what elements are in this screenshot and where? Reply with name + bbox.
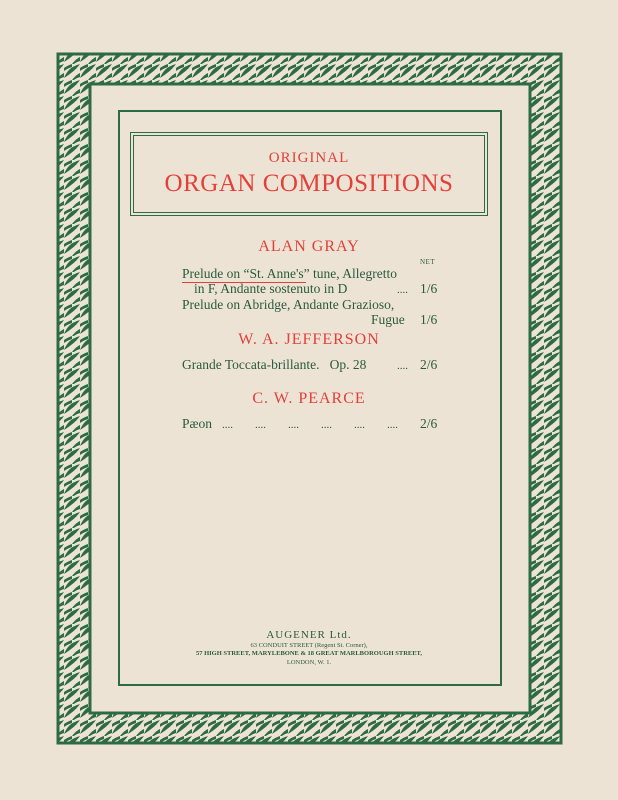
price: 1/6 (420, 312, 438, 327)
publisher-name: AUGENER Ltd. (266, 629, 352, 641)
title-original: ORIGINAL (268, 150, 350, 166)
work-title: in F, Andante sostenuto in D (194, 281, 348, 296)
publisher-address: LONDON, W. 1. (286, 659, 332, 666)
work-title: Prelude on “St. Anne's” tune, Allegretto (182, 266, 398, 281)
work-title: Fugue (371, 312, 405, 327)
price: 2/6 (420, 357, 438, 372)
composer-w-a-jefferson: W. A. JEFFERSON (238, 331, 380, 348)
leader-dots: .... (397, 284, 408, 296)
leader-dots: .... .... .... .... .... .... (222, 419, 398, 431)
work-title: Pæon (182, 416, 213, 431)
price: 1/6 (420, 281, 438, 296)
composer-alan-gray: ALAN GRAY (258, 238, 360, 255)
publisher-address: 63 CONDUIT STREET (Regent St. Corner), (250, 642, 368, 649)
price: 2/6 (420, 416, 438, 431)
title-box (133, 135, 485, 213)
publisher-address: 57 HIGH STREET, MARYLEBONE & 18 GREAT MARLBOROUGH STREET, (195, 650, 423, 657)
work-title: Grande Toccata-brillante. Op. 28 (182, 357, 367, 372)
net-label: NET (420, 258, 436, 266)
work-title: Prelude on Abridge, Andante Grazioso, (182, 297, 395, 312)
composer-c-w-pearce: C. W. PEARCE (252, 390, 366, 407)
leader-dots: .... (397, 360, 408, 372)
title-organ-compositions: ORGAN COMPOSITIONS (164, 170, 454, 197)
